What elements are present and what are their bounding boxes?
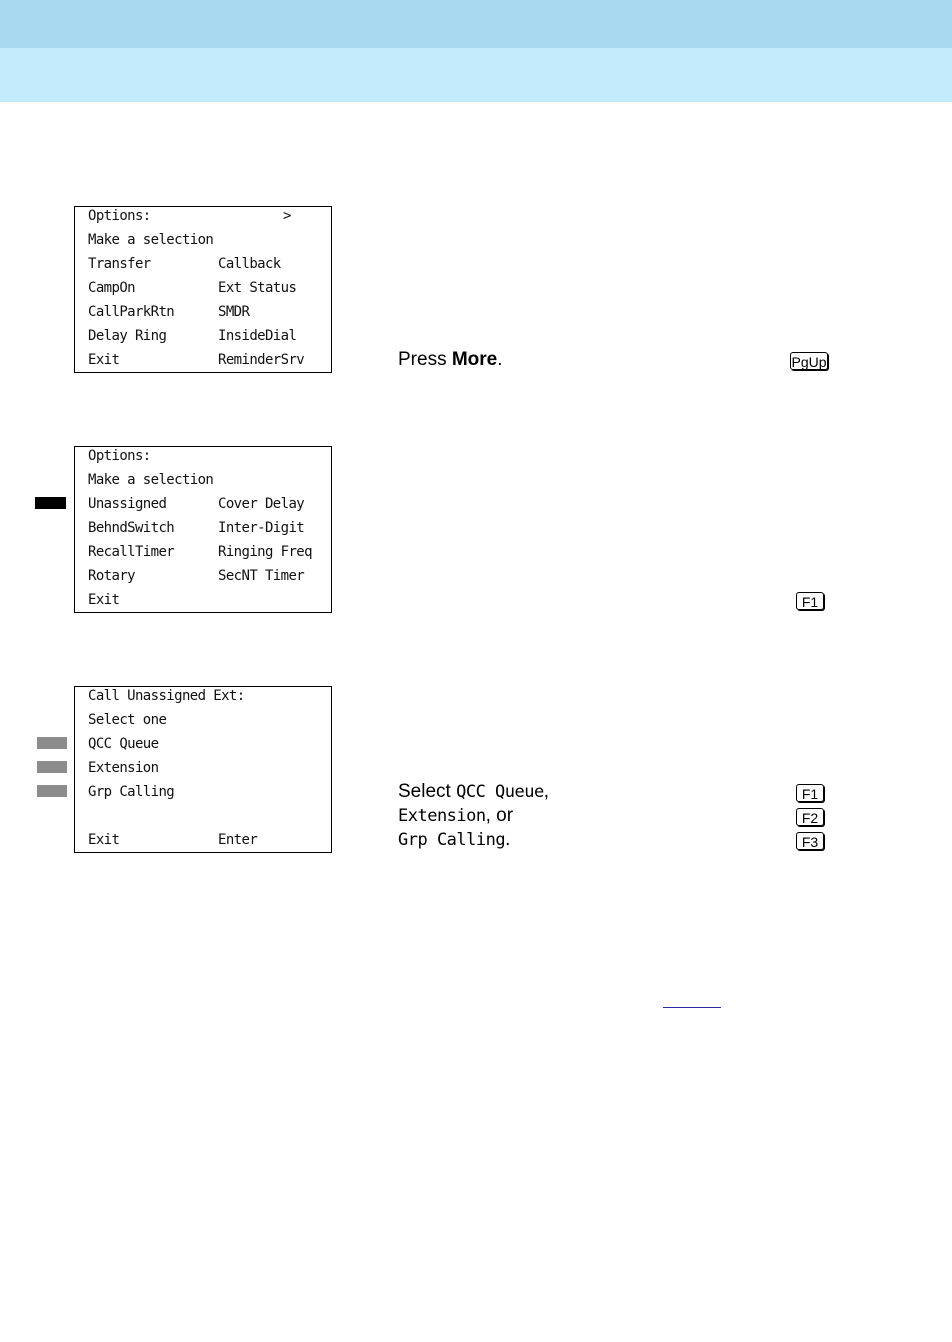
header-band: [0, 0, 952, 48]
screen-line: Enter: [218, 832, 258, 848]
screen-line: Options:: [88, 208, 151, 224]
screen-line: Exit: [88, 592, 120, 608]
screen-line: Callback: [218, 256, 281, 272]
screen-line: Unassigned: [88, 496, 167, 512]
screen-line: Ext Status: [218, 280, 297, 296]
screen-line: QCC Queue: [88, 736, 159, 752]
f1-key-icon: F1: [796, 592, 824, 610]
more-arrow: >: [283, 208, 291, 224]
instruction-select-line-1: Select QCC Queue,: [398, 781, 549, 802]
screen-line: Make a selection: [88, 472, 214, 488]
screen-line: BehndSwitch: [88, 520, 175, 536]
display-screen-options-1: [74, 206, 332, 373]
display-screen-call-unassigned: [74, 686, 332, 853]
screen-line: Make a selection: [88, 232, 214, 248]
screen-line: Ringing Freq: [218, 544, 312, 560]
link-underline[interactable]: [663, 1007, 721, 1008]
screen-line: Select one: [88, 712, 167, 728]
screen-line: InsideDial: [218, 328, 297, 344]
screen-line: CampOn: [88, 280, 135, 296]
line-marker-extension: [37, 761, 67, 773]
screen-line: Cover Delay: [218, 496, 305, 512]
screen-line: Exit: [88, 352, 120, 368]
pgup-key-icon: PgUp: [791, 354, 827, 370]
instruction-select-line-2: Extension, or: [398, 805, 514, 826]
line-marker-qcc-queue: [37, 737, 67, 749]
screen-line: Delay Ring: [88, 328, 167, 344]
line-marker-grp-calling: [37, 785, 67, 797]
screen-line: CallParkRtn: [88, 304, 175, 320]
instruction-select-line-3: Grp Calling.: [398, 829, 511, 850]
f1-key-icon: F1: [796, 784, 824, 802]
screen-line: RecallTimer: [88, 544, 175, 560]
f3-key-icon: F3: [796, 832, 824, 850]
screen-line: Extension: [88, 760, 159, 776]
display-screen-options-2: [74, 446, 332, 613]
instruction-press-more: Press More.: [398, 349, 503, 370]
screen-line: Grp Calling: [88, 784, 175, 800]
selected-line-marker: [35, 497, 66, 509]
screen-line: Call Unassigned Ext:: [88, 688, 245, 704]
screen-line: Transfer: [88, 256, 151, 272]
screen-line: SecNT Timer: [218, 568, 305, 584]
screen-line: ReminderSrv: [218, 352, 305, 368]
header-subband: [0, 48, 952, 102]
screen-line: Rotary: [88, 568, 135, 584]
screen-line: Exit: [88, 832, 120, 848]
screen-line: Inter-Digit: [218, 520, 305, 536]
screen-line: Options:: [88, 448, 151, 464]
f2-key-icon: F2: [796, 808, 824, 826]
screen-line: SMDR: [218, 304, 250, 320]
